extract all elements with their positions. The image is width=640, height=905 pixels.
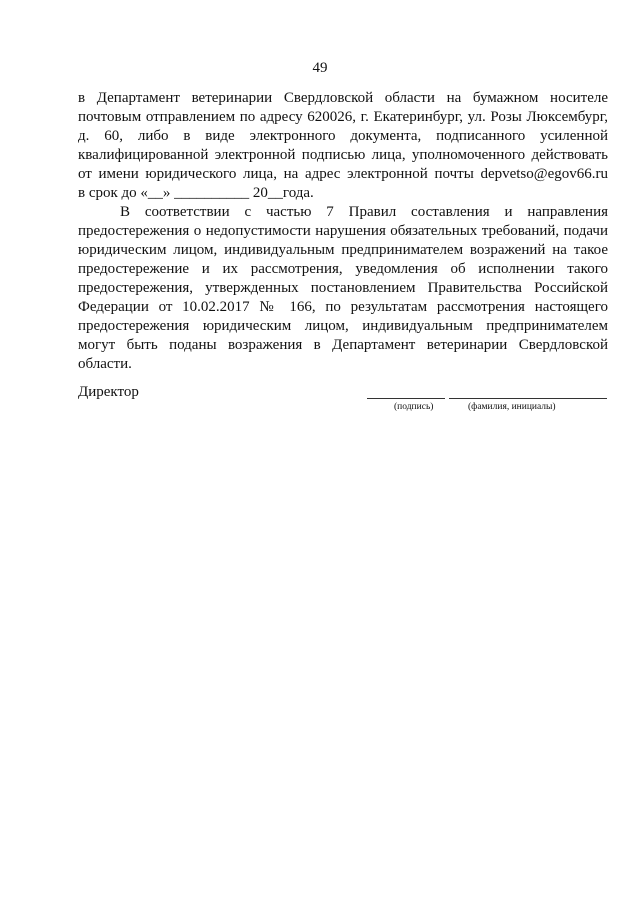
text-line: юридическим лицом, индивидуальным предпринимателем возражений на такое <box>78 242 608 258</box>
document-body <box>78 89 608 374</box>
text-line: Федерации от 10.02.2017 № 166, по результатам рассмотрения настоящего <box>78 299 608 315</box>
text-line: предостережения о недопустимости нарушения обязательных требований, подачи <box>78 223 608 239</box>
paragraph-objections <box>78 203 608 374</box>
page-number: 49 <box>312 60 328 76</box>
text-line: предостережение и их рассмотрения, уведомления об исполнении такого <box>78 261 608 277</box>
signature-line <box>367 398 445 399</box>
text-line: предостережения, утвержденных постановлением Правительства Российской <box>78 280 608 296</box>
text-line: в Департамент ветеринарии Свердловской области на бумажном носителе <box>78 90 608 106</box>
name-line <box>449 398 607 399</box>
text-line: области. <box>78 356 132 372</box>
signature-block <box>78 384 608 424</box>
text-line: в срок до «__» __________ 20__года. <box>78 185 314 201</box>
text-line: от имени юридического лица, на адрес электронной почты depvetso@egov66.ru <box>78 166 608 182</box>
name-caption: (фамилия, инициалы) <box>468 402 556 412</box>
director-label: Директор <box>78 384 139 400</box>
text-line: почтовым отправлением по адресу 620026, г. Екатеринбург, ул. Розы Люксембург, <box>78 109 608 125</box>
text-line: квалифицированной электронной подписью лица, уполномоченного действовать <box>78 147 608 163</box>
text-line: могут быть поданы возражения в Департамент ветеринарии Свердловской <box>78 337 608 353</box>
paragraph-submission-address <box>78 89 608 203</box>
text-line: д. 60, либо в виде электронного документа, подписанного усиленной <box>78 128 608 144</box>
signature-caption: (подпись) <box>394 402 434 412</box>
text-line: предостережения юридическим лицом, индивидуальным предпринимателем <box>78 318 608 334</box>
text-line: В соответствии с частью 7 Правил составления и направления <box>120 204 608 220</box>
